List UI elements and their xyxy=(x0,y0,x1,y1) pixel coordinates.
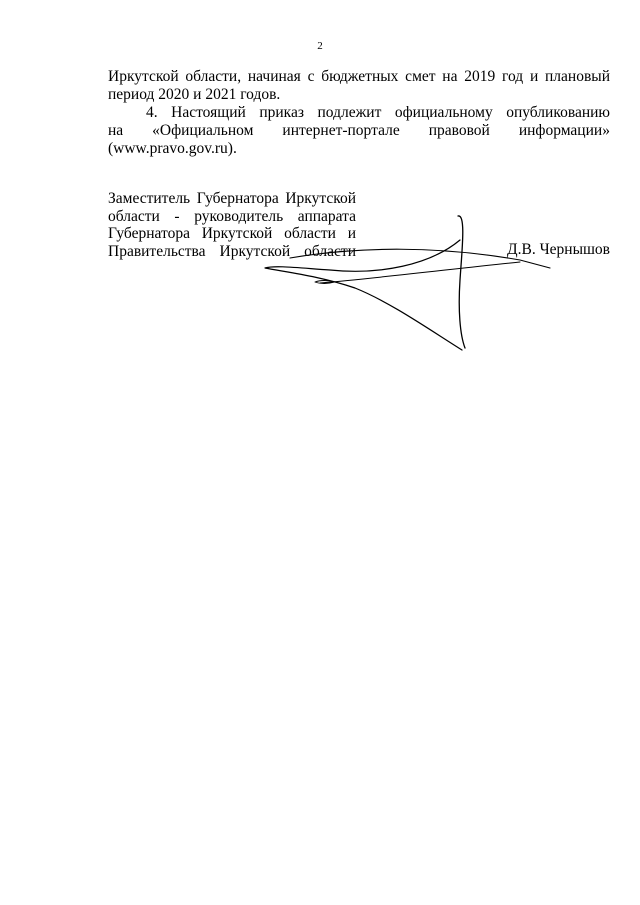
paragraph-4-line-3: (www.pravo.gov.ru). xyxy=(108,140,237,157)
paragraph-4-word: «Официальном xyxy=(152,122,254,139)
paragraph-4-line-2 xyxy=(108,122,610,140)
signature-stroke xyxy=(290,249,550,268)
signer-name: Д.В. Чернышов xyxy=(507,241,610,258)
paragraph-4-word: интернет-портале xyxy=(282,122,400,139)
paragraph-4-word: правовой xyxy=(428,122,490,139)
paragraph-3 xyxy=(108,68,610,104)
signer-title-line: Губернатора Иркутской области и xyxy=(108,225,356,242)
paragraph-3-line-1: Иркутской области, начиная с бюджетных смет на 2019 год и плановый xyxy=(108,68,610,85)
paragraph-4-word: на xyxy=(108,122,124,139)
paragraph-3-line-2: период 2020 и 2021 годов. xyxy=(108,86,281,103)
signature-stroke xyxy=(265,240,462,350)
signature-stroke xyxy=(320,262,520,283)
page-number: 2 xyxy=(317,40,323,52)
paragraph-4-word: информации» xyxy=(518,122,610,139)
signer-title-line: Заместитель Губернатора Иркутской xyxy=(108,190,356,207)
signer-title-line: области - руководитель аппарата xyxy=(108,207,356,225)
signature-stroke xyxy=(458,216,465,348)
signer-title-line: Правительства Иркутской области xyxy=(108,242,356,260)
paragraph-4-line-1: 4. Настоящий приказ подлежит официальному опубликованию xyxy=(146,104,610,121)
paragraph-4 xyxy=(108,104,610,158)
handwritten-signature xyxy=(260,210,560,355)
